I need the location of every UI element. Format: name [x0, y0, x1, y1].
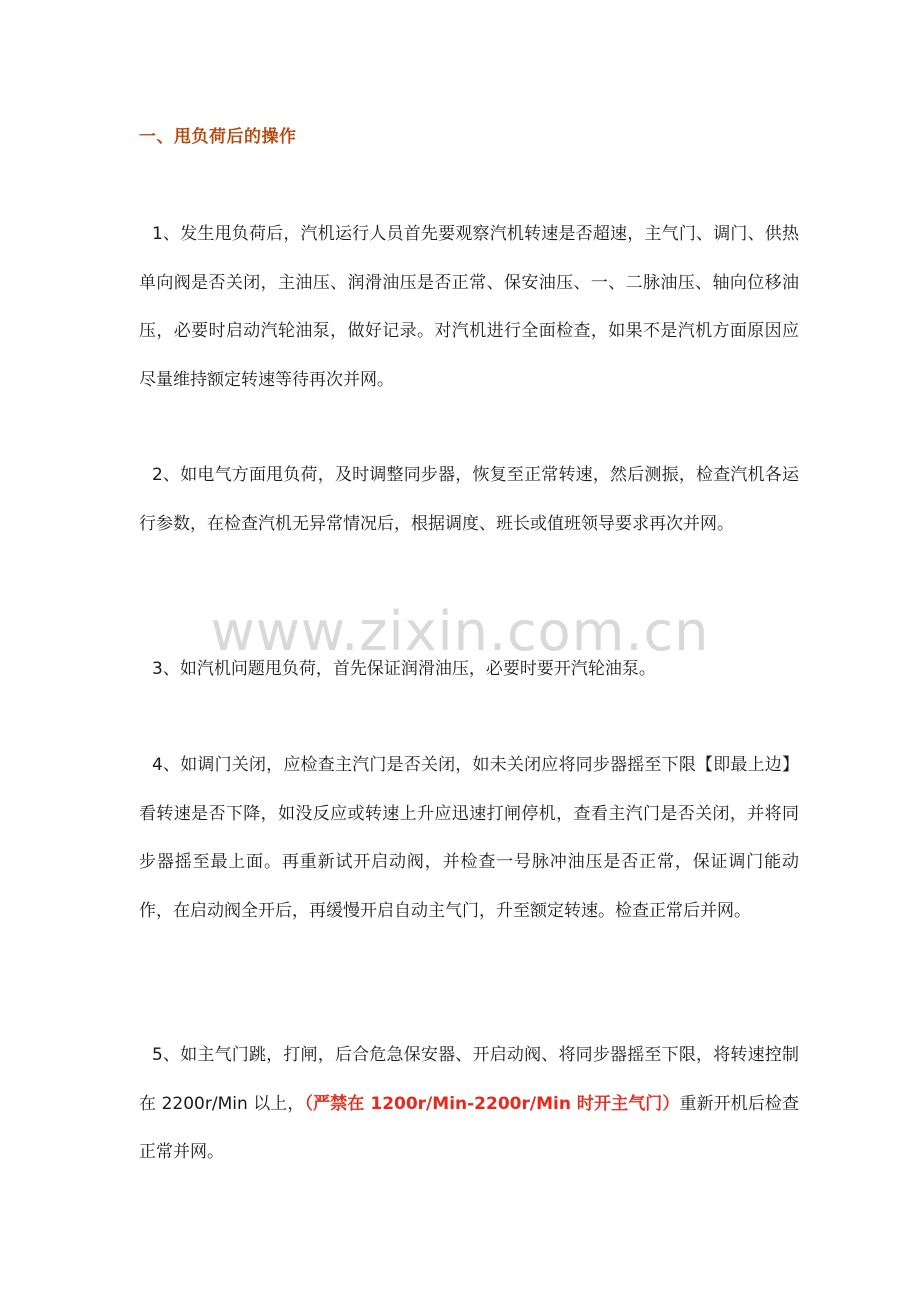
paragraph-1 [139, 210, 799, 404]
paragraph-5-warning: （严禁在 1200r/Min-2200r/Min 时开主气门） [304, 1093, 680, 1114]
paragraph-5-text-after: 重新开机后检查正常并网。 [139, 1093, 800, 1162]
paragraph-3-text: 3、如汽机问题甩负荷，首先保证润滑油压，必要时要开汽轮油泵。 [152, 659, 656, 679]
watermark: www.zixin.com.cn [210, 600, 710, 663]
paragraph-2-text: 2、如电气方面甩负荷，及时调整同步器，恢复至正常转速，然后测振，检查汽机各运行参数，在检查汽机无异常情况后，根据调度、班长或值班领导要求再次并网。 [139, 465, 799, 534]
paragraph-4-text: 4、如调门关闭，应检查主汽门是否关闭，如未关闭应将同步器摇至下限【即最上边】看转速是否下降，如没反应或转速上升应迅速打闸停机，查看主汽门是否关闭，并将同步器摇至最上面。再重新试开启动阀，并检查一号脉冲油压是否正常，保证调门能动作，在启动阀全开后，再缓慢开启自动主气门，升至额定转速。检查正常后并网。 [139, 755, 799, 921]
paragraph-4 [139, 741, 799, 935]
paragraph-2 [139, 451, 799, 548]
section-heading: 一、甩负荷后的操作 [139, 127, 297, 147]
paragraph-3 [139, 645, 799, 694]
paragraph-1-text: 1、发生甩负荷后，汽机运行人员首先要观察汽机转速是否超速，主气门、调门、供热单向阀是否关闭，主油压、润滑油压是否正常、保安油压、一、二脉油压、轴向位移油压，必要时启动汽轮油泵，做好记录。对汽机进行全面检查，如果不是汽机方面原因应尽量维持额定转速等待再次并网。 [139, 224, 799, 390]
paragraph-5 [139, 1031, 799, 1177]
paragraph-5-text-before: 5、如主气门跳，打闸，后合危急保安器、开启动阀、将同步器摇至下限，将转速控制在 2200r/Min 以上， [139, 1045, 799, 1114]
